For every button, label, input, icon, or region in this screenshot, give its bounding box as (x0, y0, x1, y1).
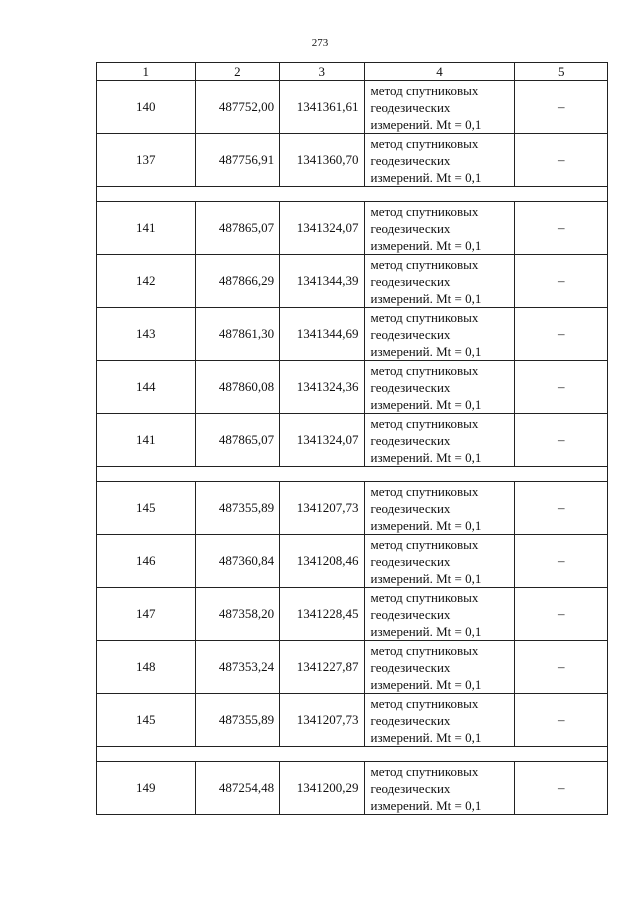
point-number-cell: 148 (97, 641, 196, 694)
table-row (97, 762, 608, 815)
header-cell: 3 (280, 63, 364, 81)
method-cell (364, 588, 515, 641)
table-row (97, 694, 608, 747)
method-text-line: метод спутниковых (370, 536, 479, 552)
method-text-line: геодезических (370, 553, 451, 569)
method-text-line: метод спутниковых (370, 203, 479, 219)
method-text-line: измерений. Mt = 0,1 (370, 729, 482, 745)
point-number-cell: 147 (97, 588, 196, 641)
x-coordinate-cell: 487358,20 (195, 588, 279, 641)
method-cell (364, 361, 515, 414)
method-text-line: измерений. Mt = 0,1 (370, 623, 482, 639)
method-text-line: метод спутниковых (370, 763, 479, 779)
method-text-line: геодезических (370, 606, 451, 622)
group-separator-row (97, 467, 608, 482)
group-separator-row (97, 747, 608, 762)
dash-cell: – (515, 81, 608, 134)
dash-cell: – (515, 641, 608, 694)
method-text-line: геодезических (370, 659, 451, 675)
point-number-cell: 142 (97, 255, 196, 308)
method-cell (364, 81, 515, 134)
x-coordinate-cell: 487861,30 (195, 308, 279, 361)
dash-cell: – (515, 202, 608, 255)
page-number: 273 (311, 37, 329, 49)
table-row (97, 81, 608, 134)
point-number-cell: 137 (97, 134, 196, 187)
table-row (97, 588, 608, 641)
point-number-cell: 144 (97, 361, 196, 414)
header-cell: 1 (97, 63, 196, 81)
dash-cell: – (515, 308, 608, 361)
method-text-line: измерений. Mt = 0,1 (370, 116, 482, 132)
y-coordinate-cell: 1341208,46 (280, 535, 364, 588)
header-cell: 4 (364, 63, 515, 81)
method-text-line: измерений. Mt = 0,1 (370, 797, 482, 813)
x-coordinate-cell: 487866,29 (195, 255, 279, 308)
x-coordinate-cell: 487353,24 (195, 641, 279, 694)
method-text-line: метод спутниковых (370, 362, 479, 378)
dash-cell: – (515, 694, 608, 747)
method-text-line: метод спутниковых (370, 483, 479, 499)
y-coordinate-cell: 1341361,61 (280, 81, 364, 134)
x-coordinate-cell: 487865,07 (195, 414, 279, 467)
method-cell (364, 414, 515, 467)
y-coordinate-cell: 1341324,07 (280, 202, 364, 255)
y-coordinate-cell: 1341324,07 (280, 414, 364, 467)
method-text-line: измерений. Mt = 0,1 (370, 290, 482, 306)
method-text-line: геодезических (370, 99, 451, 115)
method-text-line: метод спутниковых (370, 309, 479, 325)
point-number-cell: 145 (97, 482, 196, 535)
method-text-line: геодезических (370, 712, 451, 728)
table-row (97, 641, 608, 694)
point-number-cell: 141 (97, 414, 196, 467)
method-text-line: измерений. Mt = 0,1 (370, 449, 482, 465)
dash-cell: – (515, 535, 608, 588)
table-row (97, 202, 608, 255)
method-text-line: геодезических (370, 152, 451, 168)
y-coordinate-cell: 1341360,70 (280, 134, 364, 187)
method-text-line: метод спутниковых (370, 82, 479, 98)
method-text-line: геодезических (370, 500, 451, 516)
x-coordinate-cell: 487865,07 (195, 202, 279, 255)
y-coordinate-cell: 1341344,69 (280, 308, 364, 361)
y-coordinate-cell: 1341344,39 (280, 255, 364, 308)
table-row (97, 255, 608, 308)
y-coordinate-cell: 1341200,29 (280, 762, 364, 815)
table-header-row (97, 63, 608, 81)
method-cell (364, 641, 515, 694)
x-coordinate-cell: 487355,89 (195, 694, 279, 747)
y-coordinate-cell: 1341228,45 (280, 588, 364, 641)
header-cell: 2 (195, 63, 279, 81)
point-number-cell: 141 (97, 202, 196, 255)
method-text-line: геодезических (370, 780, 451, 796)
table-row (97, 535, 608, 588)
dash-cell: – (515, 134, 608, 187)
group-separator-row (97, 187, 608, 202)
point-number-cell: 146 (97, 535, 196, 588)
point-number-cell: 140 (97, 81, 196, 134)
method-text-line: метод спутниковых (370, 415, 479, 431)
x-coordinate-cell: 487756,91 (195, 134, 279, 187)
method-text-line: измерений. Mt = 0,1 (370, 517, 482, 533)
method-cell (364, 535, 515, 588)
point-number-cell: 149 (97, 762, 196, 815)
method-text-line: геодезических (370, 273, 451, 289)
x-coordinate-cell: 487355,89 (195, 482, 279, 535)
method-text-line: измерений. Mt = 0,1 (370, 237, 482, 253)
point-number-cell: 145 (97, 694, 196, 747)
method-text-line: измерений. Mt = 0,1 (370, 169, 482, 185)
method-text-line: измерений. Mt = 0,1 (370, 676, 482, 692)
method-text-line: метод спутниковых (370, 135, 479, 151)
table-row (97, 361, 608, 414)
separator-cell (97, 467, 608, 482)
separator-cell (97, 747, 608, 762)
y-coordinate-cell: 1341207,73 (280, 694, 364, 747)
y-coordinate-cell: 1341324,36 (280, 361, 364, 414)
table-row (97, 134, 608, 187)
method-text-line: метод спутниковых (370, 695, 479, 711)
dash-cell: – (515, 414, 608, 467)
method-text-line: метод спутниковых (370, 589, 479, 605)
method-text-line: измерений. Mt = 0,1 (370, 343, 482, 359)
method-cell (364, 308, 515, 361)
y-coordinate-cell: 1341227,87 (280, 641, 364, 694)
method-text-line: геодезических (370, 326, 451, 342)
table-row (97, 482, 608, 535)
method-text-line: измерений. Mt = 0,1 (370, 396, 482, 412)
method-text-line: метод спутниковых (370, 642, 479, 658)
table-row (97, 308, 608, 361)
dash-cell: – (515, 482, 608, 535)
y-coordinate-cell: 1341207,73 (280, 482, 364, 535)
separator-cell (97, 187, 608, 202)
method-cell (364, 694, 515, 747)
method-cell (364, 762, 515, 815)
method-cell (364, 482, 515, 535)
x-coordinate-cell: 487752,00 (195, 81, 279, 134)
coordinates-table (96, 62, 608, 815)
x-coordinate-cell: 487254,48 (195, 762, 279, 815)
dash-cell: – (515, 361, 608, 414)
method-cell (364, 134, 515, 187)
method-text-line: геодезических (370, 220, 451, 236)
method-cell (364, 202, 515, 255)
dash-cell: – (515, 762, 608, 815)
x-coordinate-cell: 487860,08 (195, 361, 279, 414)
x-coordinate-cell: 487360,84 (195, 535, 279, 588)
point-number-cell: 143 (97, 308, 196, 361)
method-cell (364, 255, 515, 308)
header-cell: 5 (515, 63, 608, 81)
method-text-line: измерений. Mt = 0,1 (370, 570, 482, 586)
method-text-line: геодезических (370, 379, 451, 395)
method-text-line: метод спутниковых (370, 256, 479, 272)
method-text-line: геодезических (370, 432, 451, 448)
dash-cell: – (515, 588, 608, 641)
dash-cell: – (515, 255, 608, 308)
table-row (97, 414, 608, 467)
